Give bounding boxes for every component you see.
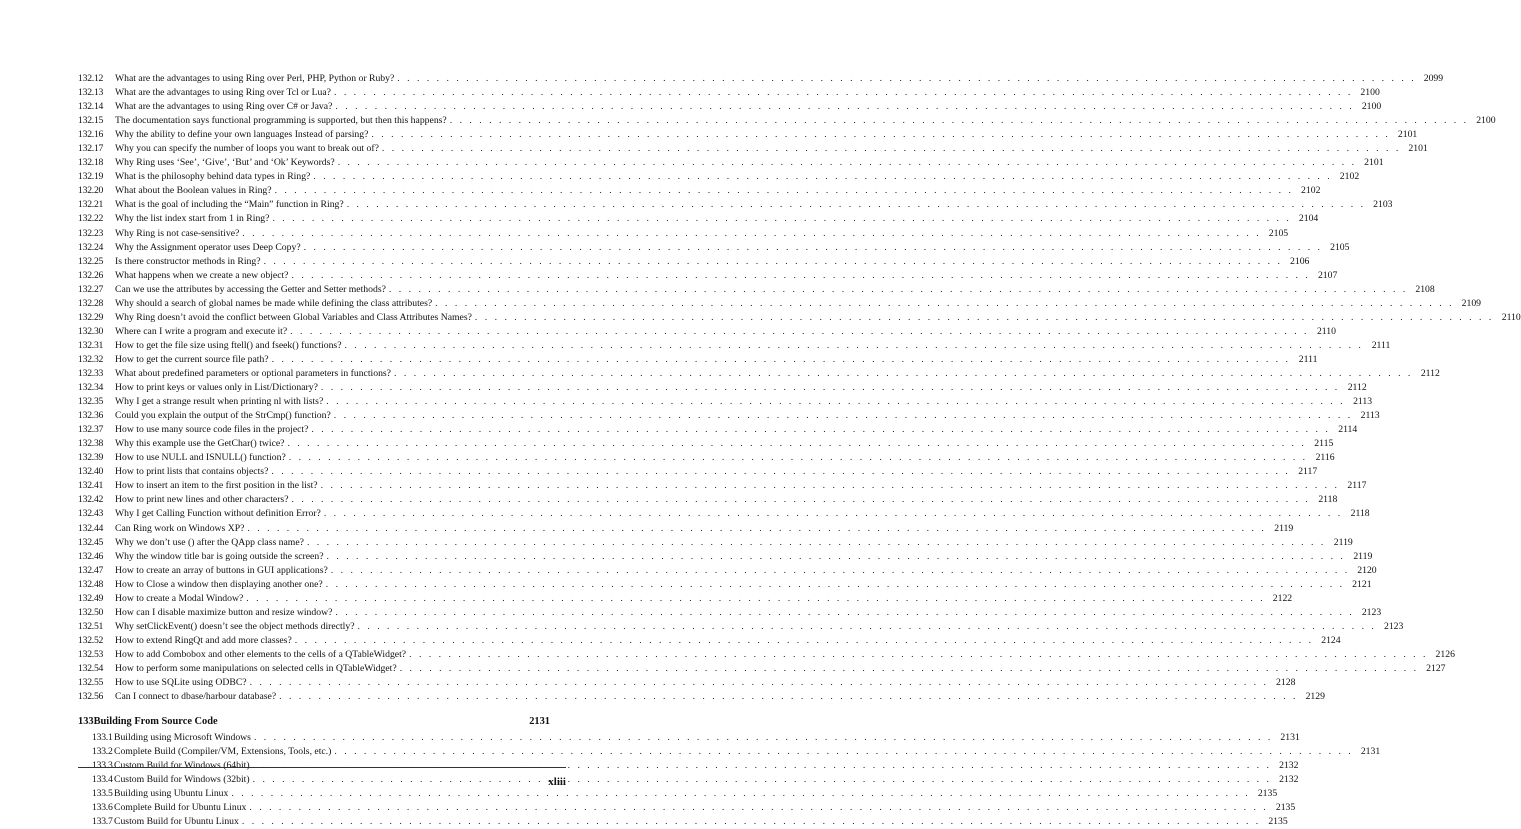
toc-entry[interactable] bbox=[78, 787, 1278, 801]
toc-entry-number: 132.34 bbox=[78, 382, 104, 394]
toc-entry[interactable] bbox=[78, 269, 1338, 283]
toc-dot-leader bbox=[331, 409, 1356, 423]
toc-entry-number: 132.35 bbox=[78, 396, 104, 408]
toc-dot-leader bbox=[332, 100, 1357, 114]
toc-entry[interactable] bbox=[78, 227, 1289, 241]
toc-entry-title: What happens when we create a new object? bbox=[115, 269, 289, 281]
toc-entry-number: 132.27 bbox=[78, 283, 104, 295]
toc-dot-leader bbox=[323, 578, 1348, 592]
toc-entry-title: How to Close a window then displaying another one? bbox=[115, 578, 323, 590]
toc-entry-page-number: 2102 bbox=[1339, 171, 1360, 183]
toc-dot-leader bbox=[432, 297, 1457, 311]
toc-entry-number: 132.18 bbox=[78, 157, 104, 169]
toc-entry[interactable] bbox=[78, 409, 1380, 423]
toc-entry-page-number: 2102 bbox=[1301, 185, 1321, 197]
toc-dot-leader bbox=[391, 367, 1416, 381]
toc-entry-title: Why Ring doesn’t avoid the conflict between Global Variables and Class Attributes Names? bbox=[115, 311, 472, 323]
toc-entry-page-number: 2101 bbox=[1397, 129, 1418, 141]
toc-entry[interactable] bbox=[78, 437, 1334, 451]
toc-entry-number: 132.30 bbox=[78, 325, 104, 337]
toc-entry-number: 132.49 bbox=[78, 592, 104, 604]
toc-entry[interactable] bbox=[78, 142, 1428, 156]
toc-entry[interactable] bbox=[78, 423, 1358, 437]
toc-entry-number: 132.46 bbox=[78, 550, 104, 562]
toc-dot-leader bbox=[331, 86, 1356, 100]
toc-entry[interactable] bbox=[78, 325, 1336, 339]
toc-entry-number: 132.19 bbox=[78, 171, 104, 183]
toc-entry-page-number: 2100 bbox=[1360, 87, 1380, 99]
toc-entry[interactable] bbox=[78, 550, 1373, 564]
toc-entry-page-number: 2132 bbox=[1279, 760, 1299, 772]
toc-entry-number: 132.28 bbox=[78, 297, 104, 309]
toc-entry[interactable] bbox=[78, 606, 1382, 620]
toc-entry-page-number: 2129 bbox=[1305, 691, 1325, 703]
toc-dot-leader bbox=[284, 437, 1309, 451]
toc-entry-title: Could you explain the output of the StrCmp() function? bbox=[115, 410, 331, 422]
toc-entry-page-number: 2131 bbox=[1280, 732, 1300, 744]
toc-entry-title: Complete Build for Ubuntu Linux bbox=[114, 802, 247, 814]
toc-entry-page-number: 2099 bbox=[1423, 73, 1444, 84]
toc-entry-page-number: 2121 bbox=[1352, 578, 1372, 590]
toc-entry-number: 132.52 bbox=[78, 634, 104, 646]
toc-entry-title: What are the advantages to using Ring over Tcl or Lua? bbox=[115, 87, 331, 99]
toc-entry-page-number: 2105 bbox=[1330, 241, 1350, 253]
toc-entry-title: Where can I write a program and execute it? bbox=[115, 325, 288, 337]
toc-entry-title: How to create an array of buttons in GUI applications? bbox=[115, 564, 328, 576]
toc-entry-title: Is there constructor methods in Ring? bbox=[115, 255, 261, 267]
toc-entry-number: 132.39 bbox=[78, 452, 104, 464]
toc-entry-number: 132.13 bbox=[78, 87, 104, 99]
toc-dot-leader bbox=[386, 283, 1411, 297]
toc-dot-leader bbox=[318, 479, 1343, 493]
toc-entry-title: How to extend RingQt and add more classes? bbox=[115, 634, 292, 646]
toc-entry-page-number: 2110 bbox=[1316, 325, 1336, 337]
toc-dot-leader bbox=[332, 606, 1357, 620]
toc-entry-page-number: 2107 bbox=[1317, 269, 1338, 281]
toc-dot-leader bbox=[368, 128, 1393, 142]
toc-entry-page-number: 2111 bbox=[1371, 339, 1391, 351]
toc-entry-title: How to create a Modal Window? bbox=[115, 592, 244, 604]
toc-entry-page-number: 2113 bbox=[1360, 410, 1380, 422]
toc-entry-page-number: 2109 bbox=[1461, 297, 1481, 309]
toc-entry-number: 132.50 bbox=[78, 606, 104, 618]
toc-entry-number: 132.36 bbox=[78, 410, 104, 422]
toc-dot-leader bbox=[335, 156, 1360, 170]
toc-entry[interactable] bbox=[78, 395, 1373, 409]
toc-dot-leader bbox=[447, 114, 1472, 128]
toc-entry-title: Why I get Calling Function without definition Error? bbox=[115, 508, 321, 520]
toc-entry-title: The documentation says functional programming is supported, but then this happens? bbox=[115, 115, 447, 127]
toc-entry-title: What are the advantages to using Ring over C# or Java? bbox=[115, 101, 333, 113]
toc-entry[interactable] bbox=[78, 86, 1380, 100]
toc-entry-title: How to get the current source file path? bbox=[115, 353, 269, 365]
toc-entry[interactable] bbox=[78, 578, 1372, 592]
toc-dot-leader bbox=[331, 745, 1356, 759]
toc-dot-leader bbox=[321, 507, 1346, 521]
toc-entry-number: 132.53 bbox=[78, 648, 104, 660]
toc-entry-number: 133.7 bbox=[92, 816, 113, 828]
toc-entry[interactable] bbox=[78, 353, 1318, 367]
toc-entry-number: 132.41 bbox=[78, 480, 104, 492]
toc-entry-page-number: 2124 bbox=[1321, 634, 1341, 646]
toc-entry-title: What is the philosophy behind data types in Ring? bbox=[115, 171, 311, 183]
toc-dot-leader bbox=[287, 325, 1312, 339]
toc-entry-number: 132.32 bbox=[78, 353, 104, 365]
toc-entry[interactable] bbox=[78, 801, 1296, 815]
toc-entry[interactable] bbox=[78, 522, 1294, 536]
toc-dot-leader bbox=[289, 493, 1314, 507]
toc-entry-title: Why this example use the GetChar() twice? bbox=[115, 438, 285, 450]
toc-entry-page-number: 2100 bbox=[1476, 115, 1496, 127]
toc-dot-leader bbox=[286, 451, 1311, 465]
toc-chapter-entry[interactable] bbox=[78, 714, 550, 730]
toc-dot-leader bbox=[379, 142, 1404, 156]
toc-entry-title: Why the list index start from 1 in Ring? bbox=[115, 213, 270, 225]
toc-dot-leader bbox=[251, 731, 1276, 745]
toc-dot-leader bbox=[243, 592, 1268, 606]
toc-entry[interactable] bbox=[78, 241, 1350, 255]
toc-entry[interactable] bbox=[78, 662, 1446, 676]
toc-dot-leader bbox=[246, 801, 1271, 815]
toc-entry[interactable] bbox=[78, 648, 1455, 662]
toc-entry-number: 132.20 bbox=[78, 185, 104, 197]
toc-entry-title: Complete Build (Compiler/VM, Extensions, Tools, etc.) bbox=[114, 746, 332, 758]
toc-dot-leader bbox=[247, 676, 1272, 690]
toc-entry-title: Custom Build for Ubuntu Linux bbox=[114, 816, 239, 828]
chapter-title: Building From Source Code bbox=[93, 716, 218, 728]
toc-entry-title: How to add Combobox and other elements to the cells of a QTableWidget? bbox=[115, 648, 407, 660]
toc-entry-page-number: 2103 bbox=[1373, 199, 1393, 211]
toc-entry[interactable] bbox=[78, 493, 1338, 507]
toc-entry-title: Building using Ubuntu Linux bbox=[114, 788, 229, 800]
toc-entry-page-number: 2113 bbox=[1353, 396, 1373, 408]
toc-entry-title: Why setClickEvent() doesn’t see the object methods directly? bbox=[115, 620, 355, 632]
toc-entry-number: 132.48 bbox=[78, 578, 104, 590]
toc-dot-leader bbox=[472, 311, 1497, 325]
toc-entry[interactable] bbox=[78, 815, 1288, 829]
toc-entry[interactable] bbox=[78, 367, 1440, 381]
toc-entry-page-number: 2106 bbox=[1290, 255, 1310, 267]
toc-entry-title: Why the window title bar is going outside the screen? bbox=[115, 550, 324, 562]
toc-entry-page-number: 2100 bbox=[1361, 101, 1382, 113]
toc-entry-number: 133.5 bbox=[92, 788, 113, 800]
toc-entry-number: 132.44 bbox=[78, 522, 104, 534]
toc-dot-leader bbox=[292, 634, 1317, 648]
toc-entry-number: 132.37 bbox=[78, 424, 104, 436]
toc-dot-leader bbox=[301, 241, 1326, 255]
toc-entry[interactable] bbox=[78, 311, 1521, 325]
toc-entry-title: How can I disable maximize button and resize window? bbox=[115, 606, 333, 618]
toc-dot-leader bbox=[269, 212, 1294, 226]
toc-entry-number: 132.55 bbox=[78, 677, 104, 689]
toc-entry-page-number: 2119 bbox=[1333, 536, 1353, 548]
toc-entry-title: Why should a search of global names be made while defining the class attributes? bbox=[115, 297, 433, 309]
toc-entry-page-number: 2117 bbox=[1298, 466, 1318, 478]
toc-entry-page-number: 2105 bbox=[1268, 227, 1289, 239]
toc-dot-leader bbox=[355, 620, 1380, 634]
toc-entry[interactable] bbox=[78, 634, 1341, 648]
toc-entry-title: Can we use the attributes by accessing the Getter and Setter methods? bbox=[115, 283, 386, 295]
toc-entry-page-number: 2123 bbox=[1361, 606, 1382, 618]
toc-entry-title: Why I get a strange result when printing nl with lists? bbox=[115, 396, 324, 408]
toc-entry[interactable] bbox=[78, 592, 1293, 606]
toc-entry-page-number: 2117 bbox=[1347, 480, 1367, 492]
toc-entry-page-number: 2120 bbox=[1357, 564, 1377, 576]
footer-page-number: xliii bbox=[548, 776, 566, 788]
toc-entry[interactable] bbox=[78, 283, 1435, 297]
toc-entry-number: 132.16 bbox=[78, 129, 104, 141]
toc-entry-number: 132.51 bbox=[78, 620, 104, 632]
toc-entry-page-number: 2135 bbox=[1275, 802, 1296, 814]
toc-entry[interactable] bbox=[78, 564, 1377, 578]
toc-entry-number: 132.23 bbox=[78, 227, 104, 239]
toc-entry-title: Why Ring uses ‘See’, ‘Give’, ‘But’ and ‘Ok’ Keywords? bbox=[115, 157, 335, 169]
toc-entry-page-number: 2119 bbox=[1274, 522, 1294, 534]
toc-entry-page-number: 2118 bbox=[1318, 494, 1338, 506]
toc-entry[interactable] bbox=[78, 128, 1418, 142]
toc-entry[interactable] bbox=[78, 451, 1335, 465]
toc-entry-title: What is the goal of including the “Main” function in Ring? bbox=[115, 199, 344, 211]
toc-entry[interactable] bbox=[78, 620, 1404, 634]
toc-entry[interactable] bbox=[78, 479, 1367, 493]
toc-entry-page-number: 2122 bbox=[1272, 592, 1293, 604]
toc-entry[interactable] bbox=[78, 465, 1318, 479]
toc-dot-leader bbox=[228, 787, 1253, 801]
toc-entry-title: Why we don’t use () after the QApp class name? bbox=[115, 536, 304, 548]
toc-entry-number: 132.31 bbox=[78, 339, 104, 351]
toc-entry-title: Can I connect to dbase/harbour database? bbox=[115, 691, 277, 703]
toc-entry-page-number: 2135 bbox=[1268, 816, 1288, 828]
toc-entry[interactable] bbox=[78, 184, 1321, 198]
toc-entry-page-number: 2126 bbox=[1435, 648, 1455, 660]
toc-entry-title: Custom Build for Windows (64bit) bbox=[114, 760, 250, 772]
toc-dot-leader bbox=[268, 465, 1293, 479]
toc-entry-number: 132.17 bbox=[78, 143, 104, 155]
toc-entry-title: How to print new lines and other characters? bbox=[115, 494, 289, 506]
toc-entry-title: How to print keys or values only in List/Dictionary? bbox=[115, 382, 318, 394]
toc-entry[interactable] bbox=[78, 731, 1300, 745]
toc-entry-page-number: 2101 bbox=[1408, 143, 1428, 155]
toc-dot-leader bbox=[250, 773, 1275, 787]
toc-entry[interactable] bbox=[78, 212, 1319, 226]
toc-entry[interactable] bbox=[78, 507, 1370, 521]
toc-entry-title: Why the ability to define your own languages Instead of parsing? bbox=[115, 129, 369, 141]
toc-entry-number: 132.29 bbox=[78, 311, 104, 323]
toc-dot-leader bbox=[342, 339, 1367, 353]
toc-entry-title: Custom Build for Windows (32bit) bbox=[114, 774, 250, 786]
toc-entry-title: How to get the file size using ftell() and fseek() functions? bbox=[115, 339, 342, 351]
toc-entry-title: How to use SQLite using ODBC? bbox=[115, 677, 247, 689]
toc-entry-title: How to perform some manipulations on selected cells in QTableWidget? bbox=[115, 662, 397, 674]
toc-dot-leader bbox=[324, 550, 1349, 564]
toc-entry-title: What are the advantages to using Ring over Perl, PHP, Python or Ruby? bbox=[115, 73, 395, 84]
toc-entry-page-number: 2114 bbox=[1338, 424, 1358, 436]
toc-entry-title: How to print lists that contains objects? bbox=[115, 466, 269, 478]
toc-entry-number: 133.2 bbox=[92, 746, 113, 758]
toc-dot-leader bbox=[323, 395, 1348, 409]
toc-dot-leader bbox=[344, 198, 1369, 212]
toc-entry-number: 132.24 bbox=[78, 241, 104, 253]
toc-entry-number: 132.22 bbox=[78, 213, 104, 225]
toc-entry[interactable] bbox=[78, 72, 1444, 86]
toc-entry-title: What about the Boolean values in Ring? bbox=[115, 185, 272, 197]
toc-section-132-entries bbox=[78, 72, 1521, 704]
toc-entry-page-number: 2101 bbox=[1364, 157, 1384, 169]
toc-entry-number: 132.45 bbox=[78, 536, 104, 548]
toc-entry-page-number: 2135 bbox=[1257, 788, 1278, 800]
toc-dot-leader bbox=[397, 662, 1422, 676]
toc-entry[interactable] bbox=[78, 100, 1382, 114]
toc-entry-number: 132.43 bbox=[78, 508, 104, 520]
toc-entry[interactable] bbox=[78, 381, 1367, 395]
toc-entry-number: 132.33 bbox=[78, 367, 104, 379]
toc-entry-page-number: 2115 bbox=[1314, 438, 1334, 450]
toc-entry-page-number: 2112 bbox=[1420, 367, 1440, 379]
toc-dot-leader bbox=[308, 423, 1333, 437]
toc-entry[interactable] bbox=[78, 339, 1391, 353]
toc-entry-number: 132.14 bbox=[78, 101, 104, 113]
toc-entry[interactable] bbox=[78, 536, 1353, 550]
toc-entry-number: 133.6 bbox=[92, 802, 113, 814]
toc-dot-leader bbox=[288, 269, 1313, 283]
toc-entry[interactable] bbox=[78, 297, 1481, 311]
toc-entry-number: 132.15 bbox=[78, 115, 104, 127]
toc-dot-leader bbox=[261, 255, 1286, 269]
toc-dot-leader bbox=[244, 522, 1269, 536]
toc-entry-title: What about predefined parameters or optional parameters in functions? bbox=[115, 367, 391, 379]
toc-entry-page-number: 2110 bbox=[1501, 311, 1521, 323]
toc-dot-leader bbox=[272, 184, 1297, 198]
toc-entry-page-number: 2112 bbox=[1347, 382, 1367, 394]
toc-entry-number: 132.26 bbox=[78, 269, 104, 281]
toc-entry-page-number: 2104 bbox=[1298, 213, 1319, 225]
toc-entry-title: How to insert an item to the first position in the list? bbox=[115, 480, 318, 492]
toc-dot-leader bbox=[239, 227, 1264, 241]
toc-entry-title: How to use NULL and ISNULL() function? bbox=[115, 452, 286, 464]
toc-entry-title: Why the Assignment operator uses Deep Copy? bbox=[115, 241, 301, 253]
toc-entry-number: 132.54 bbox=[78, 662, 104, 674]
toc-entry-page-number: 2108 bbox=[1415, 283, 1435, 295]
toc-entry-number: 133.4 bbox=[92, 774, 113, 786]
toc-entry[interactable] bbox=[78, 114, 1496, 128]
toc-entry-number: 132.25 bbox=[78, 255, 104, 267]
toc-entry-number: 133.3 bbox=[92, 760, 113, 772]
toc-dot-leader bbox=[318, 381, 1343, 395]
toc-entry-number: 132.40 bbox=[78, 466, 104, 478]
toc-entry[interactable] bbox=[78, 745, 1381, 759]
toc-dot-leader bbox=[310, 170, 1335, 184]
chapter-number: 133 bbox=[78, 716, 94, 728]
toc-dot-leader bbox=[406, 648, 1431, 662]
toc-entry-page-number: 2127 bbox=[1426, 662, 1446, 674]
toc-entry-page-number: 2128 bbox=[1276, 677, 1296, 689]
toc-dot-leader bbox=[276, 690, 1301, 704]
toc-entry-number: 133.1 bbox=[92, 732, 113, 744]
toc-entry-page-number: 2132 bbox=[1279, 774, 1299, 786]
toc-entry-title: Why Ring is not case-sensitive? bbox=[115, 227, 240, 239]
toc-entry[interactable] bbox=[78, 690, 1325, 704]
toc-entry-number: 132.12 bbox=[78, 73, 104, 84]
toc-dot-leader bbox=[269, 353, 1294, 367]
toc-entry-page-number: 2119 bbox=[1353, 550, 1373, 562]
toc-dot-leader bbox=[394, 72, 1419, 86]
toc-entry-title: How to use many source code files in the project? bbox=[115, 424, 309, 436]
toc-entry[interactable] bbox=[78, 170, 1360, 184]
toc-entry-page-number: 2116 bbox=[1315, 452, 1335, 464]
toc-entry-title: Why you can specify the number of loops you want to break out of? bbox=[115, 143, 379, 155]
toc-entry-title: Can Ring work on Windows XP? bbox=[115, 522, 245, 534]
footer-divider bbox=[78, 767, 566, 768]
toc-entry-number: 132.56 bbox=[78, 691, 104, 703]
toc-dot-leader bbox=[239, 815, 1264, 829]
toc-entry-number: 132.21 bbox=[78, 199, 104, 211]
toc-entry-page-number: 2111 bbox=[1298, 353, 1318, 365]
toc-entry-number: 132.47 bbox=[78, 564, 104, 576]
toc-entry-title: Building using Microsoft Windows bbox=[114, 732, 251, 744]
toc-entry-number: 132.42 bbox=[78, 494, 104, 506]
toc-entry[interactable] bbox=[78, 198, 1393, 212]
toc-entry-number: 132.38 bbox=[78, 438, 104, 450]
toc-entry-page-number: 2123 bbox=[1383, 620, 1404, 632]
toc-entry[interactable] bbox=[78, 255, 1310, 269]
toc-entry[interactable] bbox=[78, 676, 1296, 690]
toc-entry-page-number: 2118 bbox=[1350, 508, 1370, 520]
toc-entry-page-number: 2131 bbox=[1360, 746, 1381, 758]
toc-entry[interactable] bbox=[78, 156, 1384, 170]
toc-dot-leader bbox=[328, 564, 1353, 578]
chapter-page-number: 2131 bbox=[529, 716, 550, 728]
toc-dot-leader bbox=[304, 536, 1329, 550]
